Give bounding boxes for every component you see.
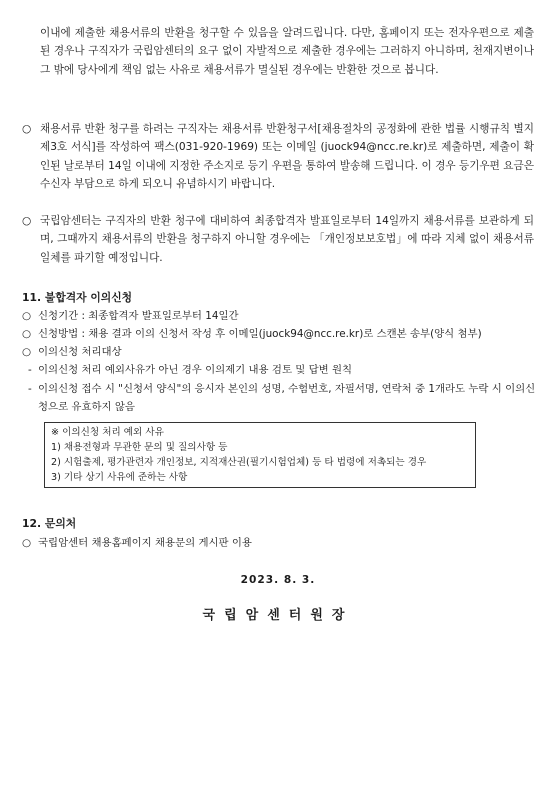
box-line: 2) 시험출제, 평가관련자 개인정보, 지적재산권(필기시험업체) 등 타 법령에 저촉되는 경우 [51, 457, 427, 468]
dash-bullet: - [28, 383, 32, 395]
dash-item-review-principle: - 이의신청 처리 예외사유가 아닌 경우 이의제기 내용 검토 및 답변 원칙 [28, 361, 538, 379]
objection-method: ○ 신청방법 : 채용 결과 이의 신청서 작성 후 이메일(juock94@ncc.re.kr)로 스캔본 송부(양식 첨부) [22, 328, 482, 340]
bullet-text: 국립암센터는 구직자의 반환 청구에 대비하여 최종합격자 발표일로부터 14일까지 채용서류를 보관하게 되며, 그때까지 채용서류의 반환을 청구하지 아니할 경우에는 「개인정보보호법」에 따라 지체 없이 채용서류 일체를 파기할 예정입니다. [40, 215, 534, 264]
box-line: 1) 채용전형과 무관한 문의 및 질의사항 등 [51, 442, 228, 453]
section-11-heading: 11. 불합격자 이의신청 [22, 291, 133, 304]
dash-item-invalid-condition: - 이의신청 접수 시 "신청서 양식"의 응시자 본인의 성명, 수험번호, 자필서명, 연락처 중 1개라도 누락 시 이의신청으로 유효하지 않음 [28, 380, 538, 416]
exception-reasons-box [44, 422, 476, 488]
section-12-heading: 12. 문의처 [22, 517, 77, 530]
bullet-retention [22, 212, 534, 267]
box-line: 3) 기타 상기 사유에 준하는 사항 [51, 472, 188, 483]
circle-bullet-icon: ○ [22, 215, 32, 227]
signatory: 국립암센터원장 [202, 608, 354, 623]
contact-item: ○ 국립암센터 채용홈페이지 채용문의 게시판 이용 [22, 537, 252, 549]
bullet-text: 채용서류 반환 청구를 하려는 구직자는 채용서류 반환청구서[채용절차의 공정화에 관한 법률 시행규칙 별지 제3호 서식]를 작성하여 팩스(031-920-1969) 또는 이메일 (juock94@ncc.re.kr)로 제출하면, 제출이 확인된 날로부터 14일 이내에 지정한 주소지로 등기 우편을 통하여 발송해 드립니다. 이 경우 등기우편 요금은 수신자 부담으로 하게 되오니 유념하시기 바랍니다. [40, 123, 534, 191]
dash-bullet: - [28, 364, 32, 376]
intro-paragraph: 이내에 제출한 채용서류의 반환을 청구할 수 있음을 알려드립니다. 다만, 홈페이지 또는 전자우편으로 제출된 경우나 구직자가 국립암센터의 요구 없이 자발적으로 제출한 경우에는 그러하지 아니하며, 천재지변이나 그 밖에 당사에게 책임 없는 사유로 채용서류가 멸실된 경우에는 반환한 것으로 봅니다. [40, 27, 534, 76]
circle-bullet-icon: ○ [22, 328, 32, 340]
box-title: ※ 이의신청 처리 예외 사유 [51, 427, 164, 438]
circle-bullet-icon: ○ [22, 310, 32, 322]
circle-bullet-icon: ○ [22, 537, 32, 549]
circle-bullet-icon: ○ [22, 123, 32, 135]
objection-period: ○ 신청기간 : 최종합격자 발표일로부터 14일간 [22, 310, 239, 322]
bullet-return-request [22, 120, 534, 194]
circle-bullet-icon: ○ [22, 346, 32, 358]
objection-target: ○ 이의신청 처리대상 [22, 346, 122, 358]
announcement-date: 2023. 8. 3. [240, 574, 316, 586]
